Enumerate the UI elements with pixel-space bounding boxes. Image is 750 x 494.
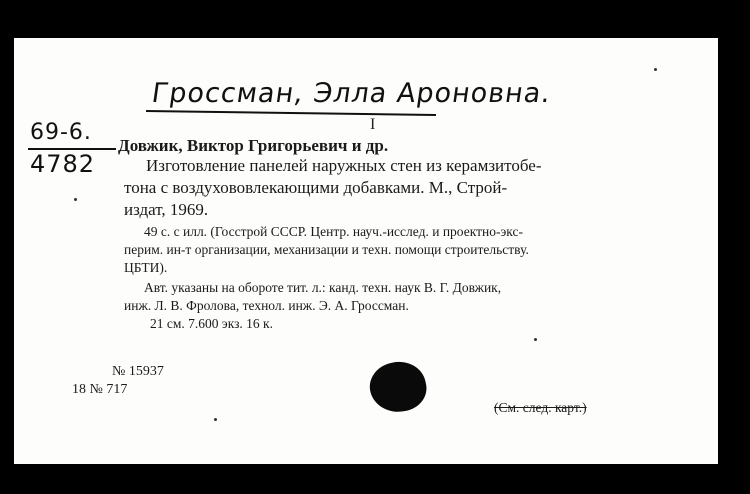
call-number-bottom: 4782 — [30, 150, 96, 178]
description-line-1: 49 с. с илл. (Госстрой СССР. Центр. науч.-исслед. и проектно-экс- — [144, 224, 523, 239]
speck — [74, 198, 77, 201]
author-heading: Довжик, Виктор Григорьевич и др. — [118, 136, 389, 155]
note-line-1: Авт. указаны на обороте тит. л.: канд. техн. наук В. Г. Довжик, — [144, 280, 502, 295]
speck — [214, 418, 217, 421]
title-line-3: издат, 1969. — [124, 200, 209, 219]
ink-blot — [365, 357, 430, 418]
description-line-2: перим. ин-т организации, механизации и техн. помощи строительству. — [124, 242, 529, 257]
catalog-card — [14, 38, 718, 464]
handwritten-name: Гроссман, Элла Ароновна. — [149, 78, 554, 109]
accession-number-1: № 15937 — [112, 364, 164, 379]
pencil-mark: I — [370, 116, 376, 133]
title-line-1: Изготовление панелей наружных стен из керамзитобе- — [146, 156, 542, 175]
description-line-3: ЦБТИ). — [124, 260, 168, 275]
call-number-top: 69-6. — [30, 120, 92, 145]
size-line: 21 см. 7.600 экз. 16 к. — [150, 316, 273, 331]
accession-number-2: 18 № 717 — [72, 382, 128, 397]
speck — [534, 338, 537, 341]
speck — [654, 68, 657, 71]
continued-note: (См. след. карт.) — [494, 400, 587, 415]
note-line-2: инж. Л. В. Фролова, технол. инж. Э. А. Гроссман. — [124, 298, 409, 313]
name-underline — [146, 110, 436, 116]
title-line-2: тона с воздухововлекающими добавками. М., Строй- — [124, 178, 508, 197]
